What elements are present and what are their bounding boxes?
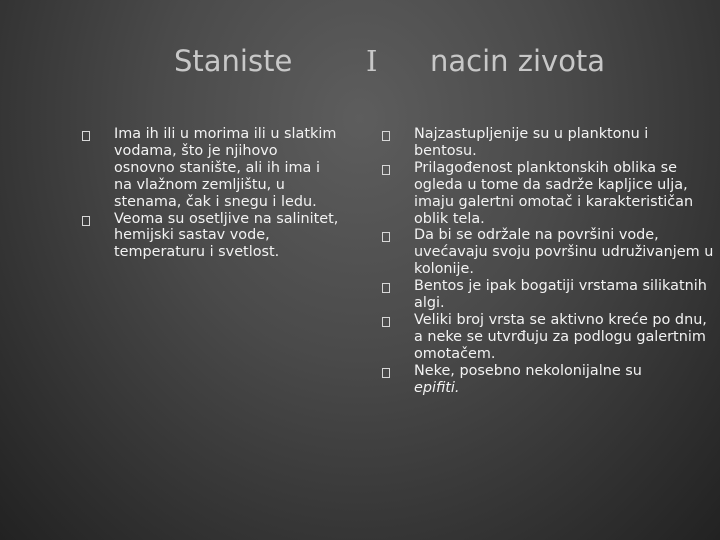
- list-item-text: [414, 363, 719, 397]
- list-item: [80, 126, 342, 211]
- list-item: [80, 211, 342, 262]
- list-item: [380, 126, 649, 160]
- square-bullet-icon: [382, 165, 390, 175]
- list-item-text: Najzastupljenije su u planktonu i bentosu.: [414, 126, 649, 159]
- square-bullet-icon: [382, 317, 390, 327]
- list-item: [380, 363, 719, 397]
- square-bullet-icon: [382, 131, 390, 141]
- list-item-text: Prilagođenost planktonskih oblika se ogleda u tome da sadrže kapljice ulja, imaju galertni omotač i karakterističan oblik tela.: [414, 159, 694, 227]
- italic-term: epifiti.: [414, 379, 460, 396]
- square-bullet-icon: [382, 232, 390, 242]
- title-part-conjunction: I: [366, 44, 378, 78]
- list-item-text-main: Neke, posebno nekolonijalne su: [414, 362, 642, 379]
- list-item-text: Veliki broj vrsta se aktivno kreće po dnu, a neke se utvrđuju za podlogu galertnim omotačem.: [414, 311, 707, 362]
- left-column: [80, 126, 342, 261]
- list-item-text: Bentos je ipak bogatiji vrstama silikatnih algi.: [414, 278, 707, 312]
- list-item: [380, 312, 714, 363]
- title-part-habitat: Staniste: [174, 44, 293, 78]
- list-item-text: Veoma su osetljive na salinitet, hemijski sastav vode, temperaturu i svetlost.: [114, 210, 339, 261]
- left-bullet-list: [80, 126, 342, 261]
- square-bullet-icon: [382, 368, 390, 378]
- list-item-text: Ima ih ili u morima ili u slatkim vodama, što je njihovo osnovno stanište, ali ih ima i na vlažnom zemljištu, u stenama, čak i snegu i ledu.: [114, 126, 337, 210]
- list-item: [380, 278, 714, 312]
- list-item-text: Da bi se održale na površini vode, uvećavaju svoju površinu udruživanjem u kolonije.: [414, 227, 714, 278]
- right-bullet-list: [380, 126, 714, 397]
- square-bullet-icon: [82, 131, 90, 141]
- right-column: [380, 126, 714, 397]
- list-item: [380, 160, 719, 228]
- square-bullet-icon: [82, 216, 90, 226]
- title-part-way-of-life: nacin zivota: [430, 44, 606, 78]
- list-item: [380, 227, 714, 278]
- square-bullet-icon: [382, 283, 390, 293]
